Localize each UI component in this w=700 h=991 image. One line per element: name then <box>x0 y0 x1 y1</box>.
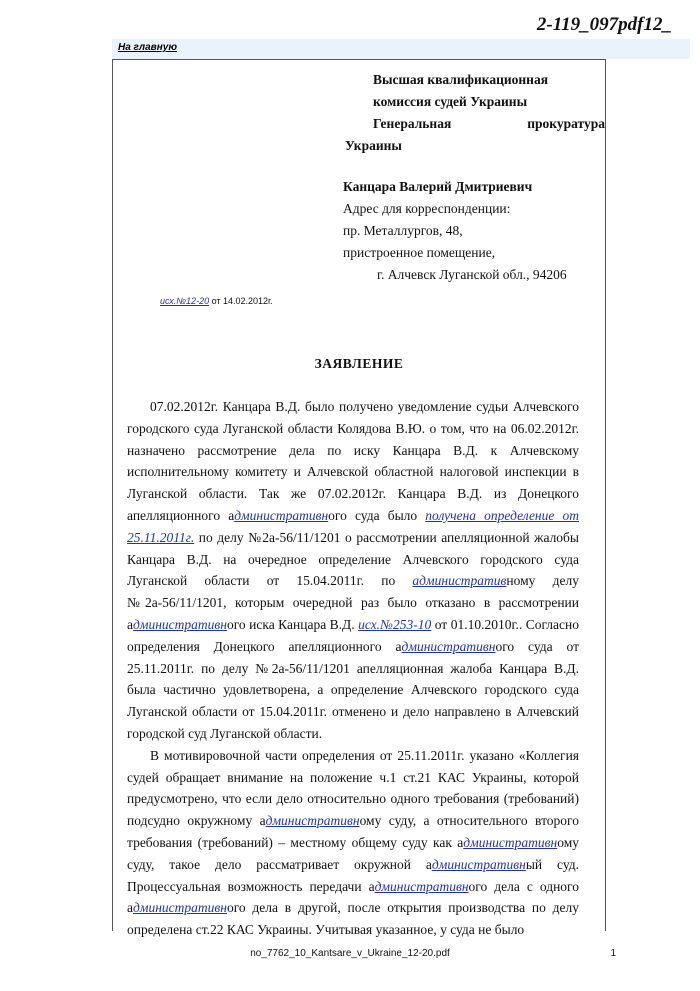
inline-link[interactable]: получена определение от 25.11.2011г. <box>127 507 580 545</box>
text-run: ого суда от 25.11.2011г. по делу №2а-56/11/1201 апелляционная жалоба Канцара В.Д. была частично удовлетворена, а определение Алчевского городского суда Луганской области от 15.04.2011г. отменено и дело направлено в Алчевский городской суд Луганской области. <box>127 638 579 741</box>
recipient-word: прокуратура <box>527 116 605 131</box>
document-title: ЗАЯВЛЕНИЕ <box>314 356 404 371</box>
inline-link[interactable]: административ <box>412 573 507 589</box>
recipient-block <box>345 69 605 157</box>
text-run: ого иска Канцара В.Д. <box>226 616 359 632</box>
outgoing-number-link[interactable]: исх.№12-20 <box>160 296 210 306</box>
sender-name: Канцара Валерий Дмитриевич <box>343 179 533 194</box>
inline-link[interactable]: дминистративн <box>431 856 526 872</box>
text-run: ый суд. Процессуальная возможность передачи а <box>127 856 579 894</box>
text-run: ого дела в другой, после открытия производства по делу определена ст.22 КАС Украины. Учитывая указанное, у суда не было <box>127 900 579 938</box>
text-run: ому суду, а относительного второго требования (требований) – местному общему суду как а <box>127 813 579 850</box>
text-run: ого дела с одного а <box>127 878 580 916</box>
recipient-word: Генеральная <box>373 116 452 131</box>
inline-link[interactable]: дминистративн <box>234 507 329 523</box>
text-run: 07.02.2012г. Канцара В.Д. было получено уведомление судьи Алчевского городского суда Луганской области Колядова В.Ю. о том, что на 06.02.2012г. назначено рассмотрение дела по иску Канцара В.Д. к Алчевскому исполнительному комитету и Алчевской областной налоговой инспекции в Луганской области. Так же 07.02.2012г. Канцара В.Д. из Донецкого апелляционного а <box>127 399 579 523</box>
home-link[interactable]: На главную <box>118 42 177 53</box>
sender-city: г. Алчевск Луганской обл., 94206 <box>377 267 567 282</box>
sender-street: пр. Металлургов, 48, <box>343 223 463 238</box>
inline-link[interactable]: дминистративн <box>374 878 469 894</box>
sender-premises: пристроенное помещение, <box>343 245 496 260</box>
inline-link[interactable]: дминистративн <box>265 813 360 829</box>
inline-link[interactable]: дминистративн <box>401 638 496 654</box>
inline-link[interactable]: дминистративн <box>133 616 227 632</box>
sender-address-label: Адрес для корреспонденции: <box>343 201 511 216</box>
page-number: 1 <box>610 948 616 959</box>
document-reference-code: 2-119_097pdf12_ <box>536 14 672 35</box>
text-run: от 01.10.2010г.. Согласно определения Донецкого апелляционного а <box>127 616 579 654</box>
recipient-line: комиссия судей Украины <box>373 94 528 109</box>
inline-link[interactable]: дминистративн <box>133 900 227 916</box>
recipient-line: Украины <box>345 138 402 153</box>
text-run: В мотивировочной части определения от 25.11.2011г. указано «Коллегия судей обращает внимание на положение ч.1 ст.21 КАС Украины, которой предусмотрено, что если дело относительно одного требования (требований) подсудно окружному а <box>127 747 579 829</box>
recipient-line <box>373 113 605 135</box>
outgoing-reference <box>160 296 273 306</box>
text-run: ому суду, такое дело рассматривает окружной а <box>127 834 579 872</box>
text-run: по делу №2а-56/11/1201 о рассмотрении апелляционной жалобы Канцара В.Д. на очередное определение Алчевского городского суда Луганской области от 15.04.2011г. по <box>127 529 579 589</box>
outgoing-date: от 14.02.2012г. <box>209 296 273 306</box>
text-run: ному делу №2а-56/11/1201, которым очередной раз было отказано в рассмотрении а <box>127 573 579 632</box>
footer-filename: no_7762_10_Kantsare_v_Ukraine_12-20.pdf <box>250 948 450 959</box>
paragraph-1 <box>127 396 579 745</box>
inline-link[interactable]: исх.№253-10 <box>358 616 432 632</box>
sender-block <box>343 176 603 286</box>
document-body <box>127 396 579 941</box>
recipient-line: Высшая квалификационная <box>373 72 549 87</box>
navigation-bar <box>112 39 690 59</box>
text-run: ого суда было <box>328 507 426 523</box>
inline-link[interactable]: дминистративн <box>463 834 558 850</box>
paragraph-2 <box>127 745 579 941</box>
